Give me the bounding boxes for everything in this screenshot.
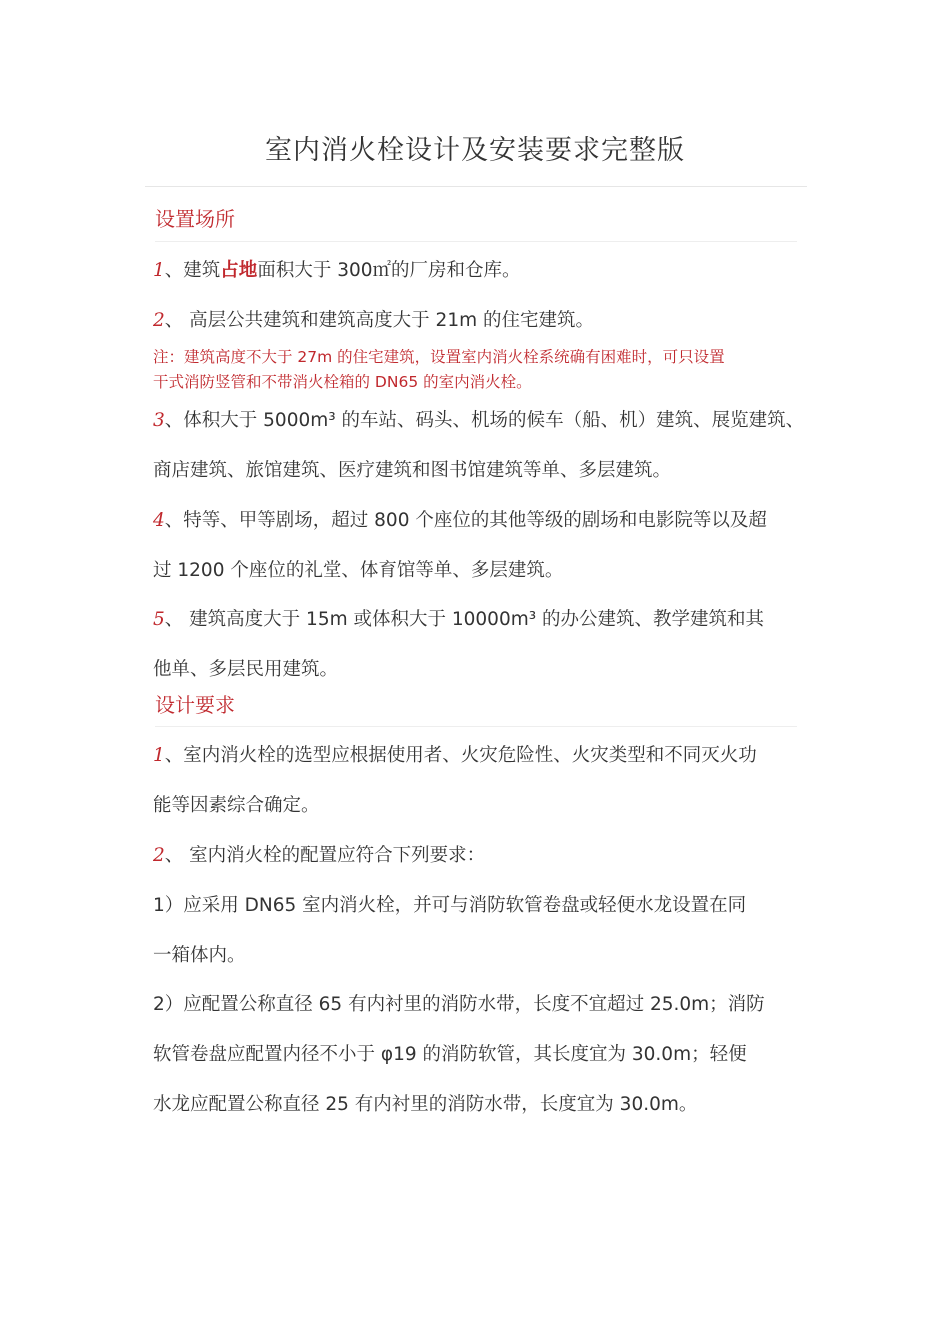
item-text: 、室内消火栓的选型应根据使用者、火灾危险性、火灾类型和不同灭火功: [164, 745, 757, 766]
item-number: 5: [153, 609, 165, 630]
item-number: 2: [153, 845, 165, 866]
item-text: 、 建筑高度大于 15m 或体积大于 10000m³ 的办公建筑、教学建筑和其: [164, 609, 765, 630]
highlight-text: 占地: [220, 260, 258, 281]
sub-item-continued: 软管卷盘应配置内径不小于 φ19 的消防软管，其长度宜为 30.0m；轻便: [153, 1044, 747, 1065]
item-number: 1: [153, 745, 165, 766]
item-text: 、建筑: [164, 260, 221, 281]
sub-item: 1）应采用 DN65 室内消火栓，并可与消防软管卷盘或轻便水龙设置在同: [153, 895, 747, 916]
item-number: 3: [153, 410, 165, 431]
list-item-continued: 过 1200 个座位的礼堂、体育馆等单、多层建筑。: [153, 560, 564, 581]
section-divider: [155, 241, 797, 242]
document-title: 室内消火栓设计及安装要求完整版: [265, 135, 685, 166]
list-item-continued: 能等因素综合确定。: [153, 795, 320, 816]
sub-item-continued: 水龙应配置公称直径 25 有内衬里的消防水带，长度宜为 30.0m。: [153, 1094, 698, 1115]
note-line: 干式消防竖管和不带消火栓箱的 DN65 的室内消火栓。: [153, 373, 532, 391]
item-text: 、体积大于 5000m³ 的车站、码头、机场的候车（船、机）建筑、展览建筑、: [164, 410, 805, 431]
section-heading-design: 设计要求: [155, 693, 235, 717]
list-item: [153, 406, 804, 432]
item-text: 、特等、甲等剧场，超过 800 个座位的其他等级的剧场和电影院等以及超: [164, 510, 767, 531]
list-item: [153, 506, 767, 532]
sub-item-continued: 一箱体内。: [153, 945, 246, 966]
sub-item: 2）应配置公称直径 65 有内衬里的消防水带，长度不宜超过 25.0m；消防: [153, 994, 765, 1015]
item-text: 、 室内消火栓的配置应符合下列要求：: [164, 845, 486, 866]
list-item-continued: 他单、多层民用建筑。: [153, 659, 339, 680]
item-number: 1: [153, 260, 165, 281]
item-text: 面积大于 300㎡的厂房和仓库。: [257, 260, 521, 281]
title-divider: [145, 186, 807, 187]
list-item-continued: 商店建筑、旅馆建筑、医疗建筑和图书馆建筑等单、多层建筑。: [153, 460, 672, 481]
list-item: [153, 605, 764, 631]
section-divider: [155, 726, 797, 727]
note-line: 注：建筑高度不大于 27m 的住宅建筑，设置室内消火栓系统确有困难时，可只设置: [153, 348, 725, 366]
section-heading-locations: 设置场所: [155, 207, 235, 231]
list-item: [153, 306, 594, 332]
item-number: 2: [153, 310, 165, 331]
list-item: [153, 256, 521, 282]
item-text: 、 高层公共建筑和建筑高度大于 21m 的住宅建筑。: [164, 310, 594, 331]
item-number: 4: [153, 510, 165, 531]
list-item: [153, 841, 485, 867]
list-item: [153, 741, 757, 767]
